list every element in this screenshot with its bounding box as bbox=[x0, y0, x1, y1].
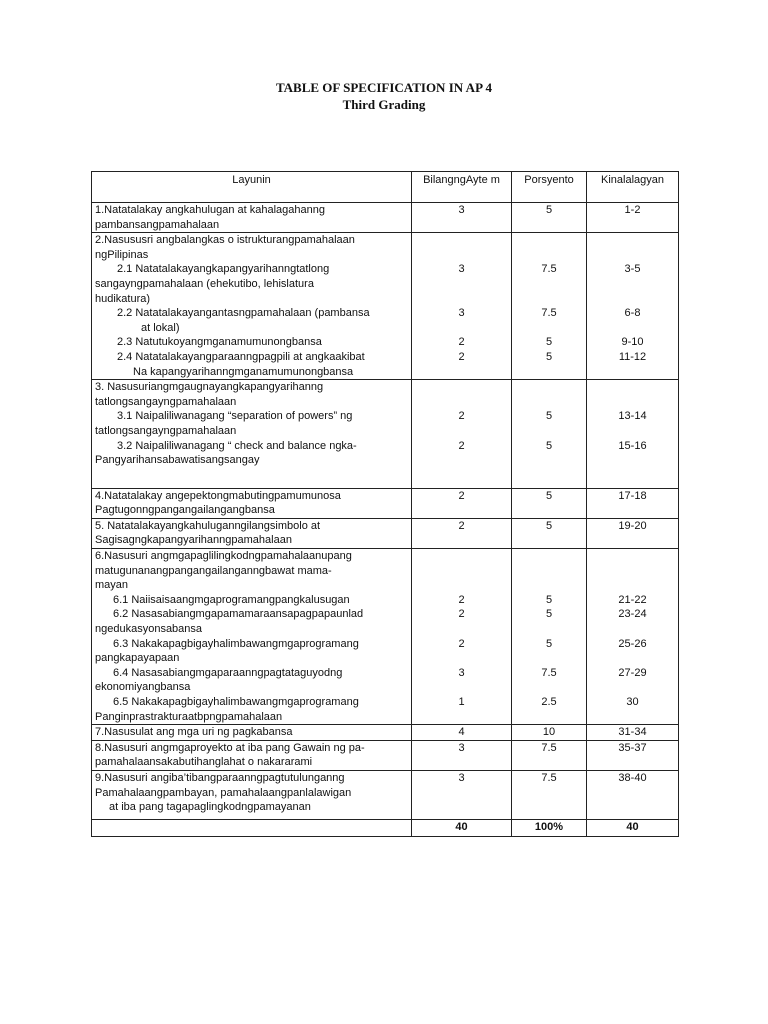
objective-text: ekonomiyangbansa bbox=[95, 681, 191, 694]
objective-cell bbox=[92, 233, 412, 380]
header-layunin: Layunin bbox=[92, 172, 412, 203]
table-row bbox=[92, 233, 679, 380]
total-row bbox=[92, 819, 679, 836]
item-placement-cell bbox=[587, 549, 679, 725]
objective-text: 4.Natatalakay angepektongmabutingpamumunosa bbox=[95, 489, 341, 502]
item-placement: 9-10 bbox=[621, 336, 644, 349]
total-items: 40 bbox=[412, 819, 512, 836]
item-placement: 11-12 bbox=[618, 350, 647, 363]
percentage: 5 bbox=[512, 488, 587, 518]
table-row bbox=[92, 488, 679, 518]
percentage: 5 bbox=[545, 608, 553, 621]
header-bilang bbox=[412, 172, 512, 203]
table-row bbox=[92, 380, 679, 489]
objective-text: 6.Nasusuri angmgapaglilingkodngpamahalaanupang bbox=[95, 550, 352, 563]
item-count: 2 bbox=[458, 410, 465, 423]
percentage: 7.5 bbox=[541, 666, 557, 679]
objective-text: 1.Natatalakay angkahulugan at kahalagahanng bbox=[95, 204, 325, 216]
objective-text: sangayngpamahalaan (ehekutibo, lehislatura bbox=[95, 277, 314, 290]
objective-text: 2.Nasususri angbalangkas o istrukturangpamahalaan bbox=[95, 234, 355, 247]
objective-text: 6.5 Nakakapagbigayhalimbawangmgaprogramang bbox=[113, 696, 359, 708]
percentage-cell bbox=[512, 380, 587, 489]
item-count: 3 bbox=[458, 263, 465, 276]
item-count: 3 bbox=[412, 770, 512, 819]
percentage-cell bbox=[512, 549, 587, 725]
objective-text: 2.3 Natutukoyangmganamumunongbansa bbox=[117, 336, 322, 349]
total-placement: 40 bbox=[587, 819, 679, 836]
item-count-cell bbox=[412, 380, 512, 489]
item-placement: 21-22 bbox=[618, 593, 647, 606]
objective-text: 6.2 Nasasabiangmgapamamaraansapagpapaunlad bbox=[113, 608, 364, 621]
objective-text: 3.2 Naipaliliwanagang “ check and balance ngka- bbox=[117, 439, 357, 452]
percentage: 7.5 bbox=[512, 770, 587, 819]
header-kinalalagyan: Kinalalagyan bbox=[587, 172, 679, 203]
item-count: 2 bbox=[412, 488, 512, 518]
percentage: 7.5 bbox=[541, 307, 557, 320]
objective-text: 3. Nasusuriangmgaugnayangkapangyarihanng bbox=[95, 381, 324, 394]
objective-text: tatlongsangayngpamahalaan bbox=[95, 424, 237, 437]
item-placement: 38-40 bbox=[587, 770, 679, 819]
document-subtitle: Third Grading bbox=[342, 97, 426, 112]
item-placement: 19-20 bbox=[587, 518, 679, 548]
item-placement: 23-24 bbox=[618, 608, 647, 621]
item-count-cell bbox=[412, 549, 512, 725]
item-count: 3 bbox=[458, 307, 465, 320]
header-bilang-text: BilangngAyte m bbox=[423, 174, 500, 186]
objective-text: 7.Nasusulat ang mga uri ng pagkabansa bbox=[95, 726, 293, 739]
item-count: 2 bbox=[458, 593, 465, 606]
item-count: 2 bbox=[412, 518, 512, 548]
item-count: 2 bbox=[458, 350, 465, 363]
item-placement: 6-8 bbox=[624, 307, 641, 320]
item-count: 2 bbox=[458, 439, 465, 452]
objective-text: at iba pang tagapaglingkodngpamayanan bbox=[109, 801, 311, 814]
percentage: 10 bbox=[512, 725, 587, 741]
percentage: 5 bbox=[512, 203, 587, 233]
objective-text: tatlongsangayngpamahalaan bbox=[95, 395, 237, 408]
table-row bbox=[92, 518, 679, 548]
total-label-cell bbox=[92, 819, 412, 836]
objective-text: 3.1 Naipaliliwanagang “separation of powers” ng bbox=[117, 410, 353, 423]
item-count: 3 bbox=[458, 666, 465, 679]
percentage: 5 bbox=[545, 593, 553, 606]
percentage: 7.5 bbox=[512, 740, 587, 770]
item-placement: 1-2 bbox=[587, 203, 679, 233]
objective-text: hudikatura) bbox=[95, 292, 151, 305]
item-count: 2 bbox=[458, 336, 465, 349]
objective-cell bbox=[92, 203, 412, 233]
objective-cell bbox=[92, 740, 412, 770]
item-count: 3 bbox=[412, 203, 512, 233]
objective-text: 8.Nasusuri angmgaproyekto at iba pang Gawain ng pa- bbox=[95, 741, 365, 754]
item-placement: 25-26 bbox=[618, 637, 647, 650]
objective-text: 5. Natatalakayangkahuluganngilangsimbolo at bbox=[95, 519, 321, 532]
objective-cell bbox=[92, 518, 412, 548]
item-count: 1 bbox=[458, 696, 465, 708]
objective-cell bbox=[92, 725, 412, 741]
item-count: 2 bbox=[458, 637, 465, 650]
objective-text: Pangyarihansabawatisangsangay bbox=[95, 454, 260, 467]
item-placement: 13-14 bbox=[618, 410, 647, 423]
objective-text: matugunanangpangangailanganngbawat mama- bbox=[95, 564, 332, 577]
item-placement: 30 bbox=[626, 696, 639, 708]
table-row bbox=[92, 740, 679, 770]
percentage: 5 bbox=[545, 410, 553, 423]
specification-table bbox=[91, 171, 679, 837]
objective-text: mayan bbox=[95, 579, 129, 592]
objective-cell bbox=[92, 380, 412, 489]
objective-text: ngPilipinas bbox=[95, 248, 149, 261]
header-row bbox=[92, 172, 679, 203]
objective-text: 6.4 Nasasabiangmgaparaanngpagtataguyodng bbox=[113, 666, 343, 679]
objective-text: Pagtugonngpangangailangangbansa bbox=[95, 504, 275, 517]
item-count: 4 bbox=[412, 725, 512, 741]
objective-text: 6.1 Naiisaisaangmgaprogramangpangkalusugan bbox=[113, 593, 350, 606]
total-percentage: 100% bbox=[512, 819, 587, 836]
item-count: 2 bbox=[458, 608, 465, 621]
item-placement: 3-5 bbox=[624, 263, 641, 276]
objective-text: at lokal) bbox=[141, 321, 180, 334]
objective-text: 6.3 Nakakapagbigayhalimbawangmgaprogramang bbox=[113, 637, 359, 650]
table-row bbox=[92, 203, 679, 233]
objective-text: Na kapangyarihanngmganamumunongbansa bbox=[133, 365, 354, 378]
objective-text: pangkapayapaan bbox=[95, 652, 180, 665]
item-placement: 35-37 bbox=[587, 740, 679, 770]
objective-cell bbox=[92, 549, 412, 725]
percentage: 5 bbox=[545, 336, 553, 349]
objective-text: Panginprastrakturaatbpngpamahalaan bbox=[95, 710, 283, 723]
item-count-cell bbox=[412, 233, 512, 380]
item-placement-cell bbox=[587, 233, 679, 380]
item-count: 3 bbox=[412, 740, 512, 770]
percentage: 2.5 bbox=[541, 696, 557, 708]
percentage: 5 bbox=[545, 350, 553, 363]
objective-cell bbox=[92, 488, 412, 518]
table-row bbox=[92, 770, 679, 819]
percentage: 5 bbox=[512, 518, 587, 548]
item-placement: 27-29 bbox=[618, 666, 647, 679]
objective-text: 9.Nasusuri angiba’tibangparaanngpagtutulunganng bbox=[95, 771, 345, 784]
item-placement: 15-16 bbox=[618, 439, 647, 452]
item-placement: 17-18 bbox=[587, 488, 679, 518]
percentage-cell bbox=[512, 233, 587, 380]
objective-text: 2.2 Natatalakayangantasngpamahalaan (pambansa bbox=[117, 307, 370, 320]
objective-text: ngedukasyonsabansa bbox=[95, 623, 203, 636]
objective-text: 2.1 Natatalakayangkapangyarihanngtatlong bbox=[117, 263, 330, 276]
table-row bbox=[92, 725, 679, 741]
percentage: 7.5 bbox=[541, 263, 557, 276]
objective-text: pambansangpamahalaan bbox=[95, 218, 220, 231]
objective-text: pamahalaansakabutihanglahat o nakararami bbox=[95, 756, 313, 769]
percentage: 5 bbox=[545, 439, 553, 452]
item-placement: 31-34 bbox=[587, 725, 679, 741]
objective-cell bbox=[92, 770, 412, 819]
percentage: 5 bbox=[545, 637, 553, 650]
document-title: TABLE OF SPECIFICATION IN AP 4 bbox=[275, 80, 493, 95]
objective-text: Pamahalaangpambayan, pamahalaangpanlalawigan bbox=[95, 786, 352, 799]
item-placement-cell bbox=[587, 380, 679, 489]
table-row bbox=[92, 549, 679, 725]
objective-text: 2.4 Natatalakayangparaanngpagpili at angkaakibat bbox=[117, 350, 365, 363]
header-porsyento: Porsyento bbox=[512, 172, 587, 203]
objective-text: Sagisagngkapangyarihanngpamahalaan bbox=[95, 534, 292, 547]
